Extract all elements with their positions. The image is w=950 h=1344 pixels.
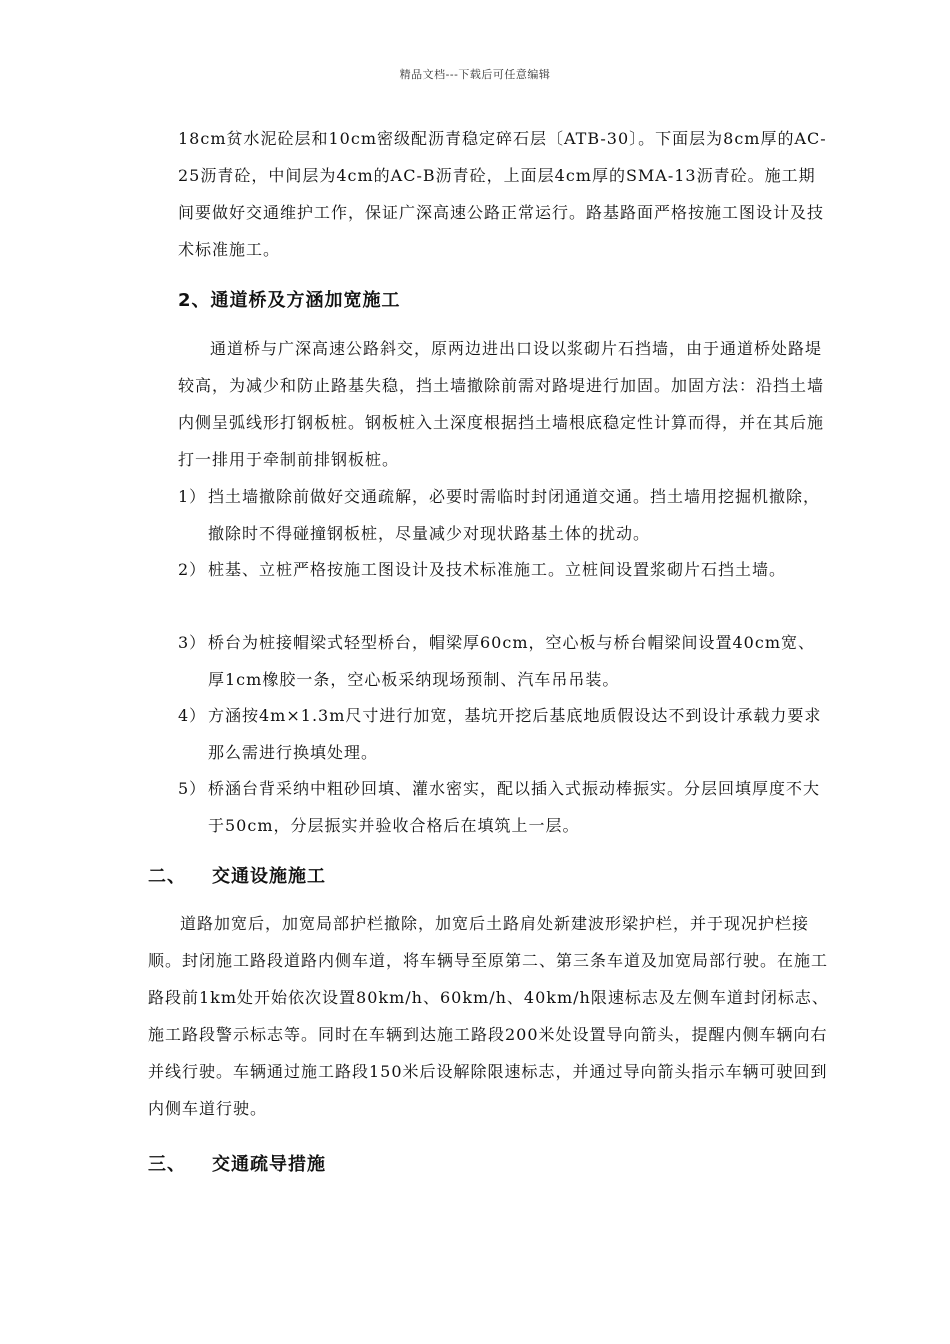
list-item: [178, 770, 830, 844]
list-item-text: 方涵按4m×1.3m尺寸进行加宽，基坑开挖后基底地质假设达不到设计承载力要求那么需进行换填处理。: [208, 706, 822, 762]
list-item-number: 4）: [178, 706, 207, 725]
section-two-heading: [148, 862, 326, 888]
section-three-heading: [148, 1150, 326, 1176]
bridge-paragraph: 通道桥与广深高速公路斜交，原两边进出口设以浆砌片石挡墙，由于通道桥处路堤较高，为减少和防止路基失稳，挡土墙撤除前需对路堤进行加固。加固方法：沿挡土墙内侧呈弧线形打钢板桩。钢板桩入土深度根据挡土墙根底稳定性计算而得，并在其后施打一排用于牵制前排钢板桩。: [178, 339, 825, 469]
list-item-text: 桥涵台背采纳中粗砂回填、灌水密实，配以插入式振动棒振实。分层回填厚度不大于50cm，分层振实并验收合格后在填筑上一层。: [208, 779, 821, 835]
section-2-heading: 2、通道桥及方涵加宽施工: [178, 290, 401, 311]
section-three-title: 交通疏导措施: [212, 1154, 326, 1175]
list-item: [178, 551, 830, 588]
list-item-text: 挡土墙撤除前做好交通疏解，必要时需临时封闭通道交通。挡土墙用挖掘机撤除，撤除时不得碰撞钢板桩，尽量减少对现状路基土体的扰动。: [208, 487, 821, 543]
list-item: [178, 478, 830, 552]
section-three-number: 三、: [148, 1154, 186, 1175]
list-item: [178, 697, 830, 771]
list-item-number: 3）: [178, 633, 207, 652]
list-item-number: 5）: [178, 779, 207, 798]
list-item-number: 2）: [178, 560, 207, 579]
list-item-number: 1）: [178, 487, 207, 506]
list-item: [178, 624, 830, 698]
intro-paragraph: 18cm贫水泥砼层和10cm密级配沥青稳定碎石层〔ATB-30〕。下面层为8cm厚的AC-25沥青砼，中间层为4cm的AC-B沥青砼，上面层4cm厚的SMA-13沥青砼。施工期间要做好交通维护工作，保证广深高速公路正常运行。路基路面严格按施工图设计及技术标准施工。: [178, 129, 827, 259]
page-header: 精品文档---下载后可任意编辑: [399, 68, 551, 81]
list-item-text: 桩基、立桩严格按施工图设计及技术标准施工。立桩间设置浆砌片石挡土墙。: [208, 560, 787, 579]
section-two-number: 二、: [148, 866, 186, 887]
section-two-title: 交通设施施工: [212, 866, 326, 887]
traffic-paragraph: 道路加宽后，加宽局部护栏撤除，加宽后土路肩处新建波形梁护栏，并于现况护栏接顺。封闭施工路段道路内侧车道，将车辆导至原第二、第三条车道及加宽局部行驶。在施工路段前1km处开始依次设置80km/h、60km/h、40km/h限速标志及左侧车道封闭标志、施工路段警示标志等。同时在车辆到达施工路段200米处设置导向箭头，提醒内侧车辆向右并线行驶。车辆通过施工路段150米后设解除限速标志，并通过导向箭头指示车辆可驶回到内侧车道行驶。: [148, 914, 829, 1118]
list-item-text: 桥台为桩接帽梁式轻型桥台，帽梁厚60cm，空心板与桥台帽梁间设置40cm宽、厚1cm橡胶一条，空心板采纳现场预制、汽车吊吊装。: [208, 633, 815, 689]
